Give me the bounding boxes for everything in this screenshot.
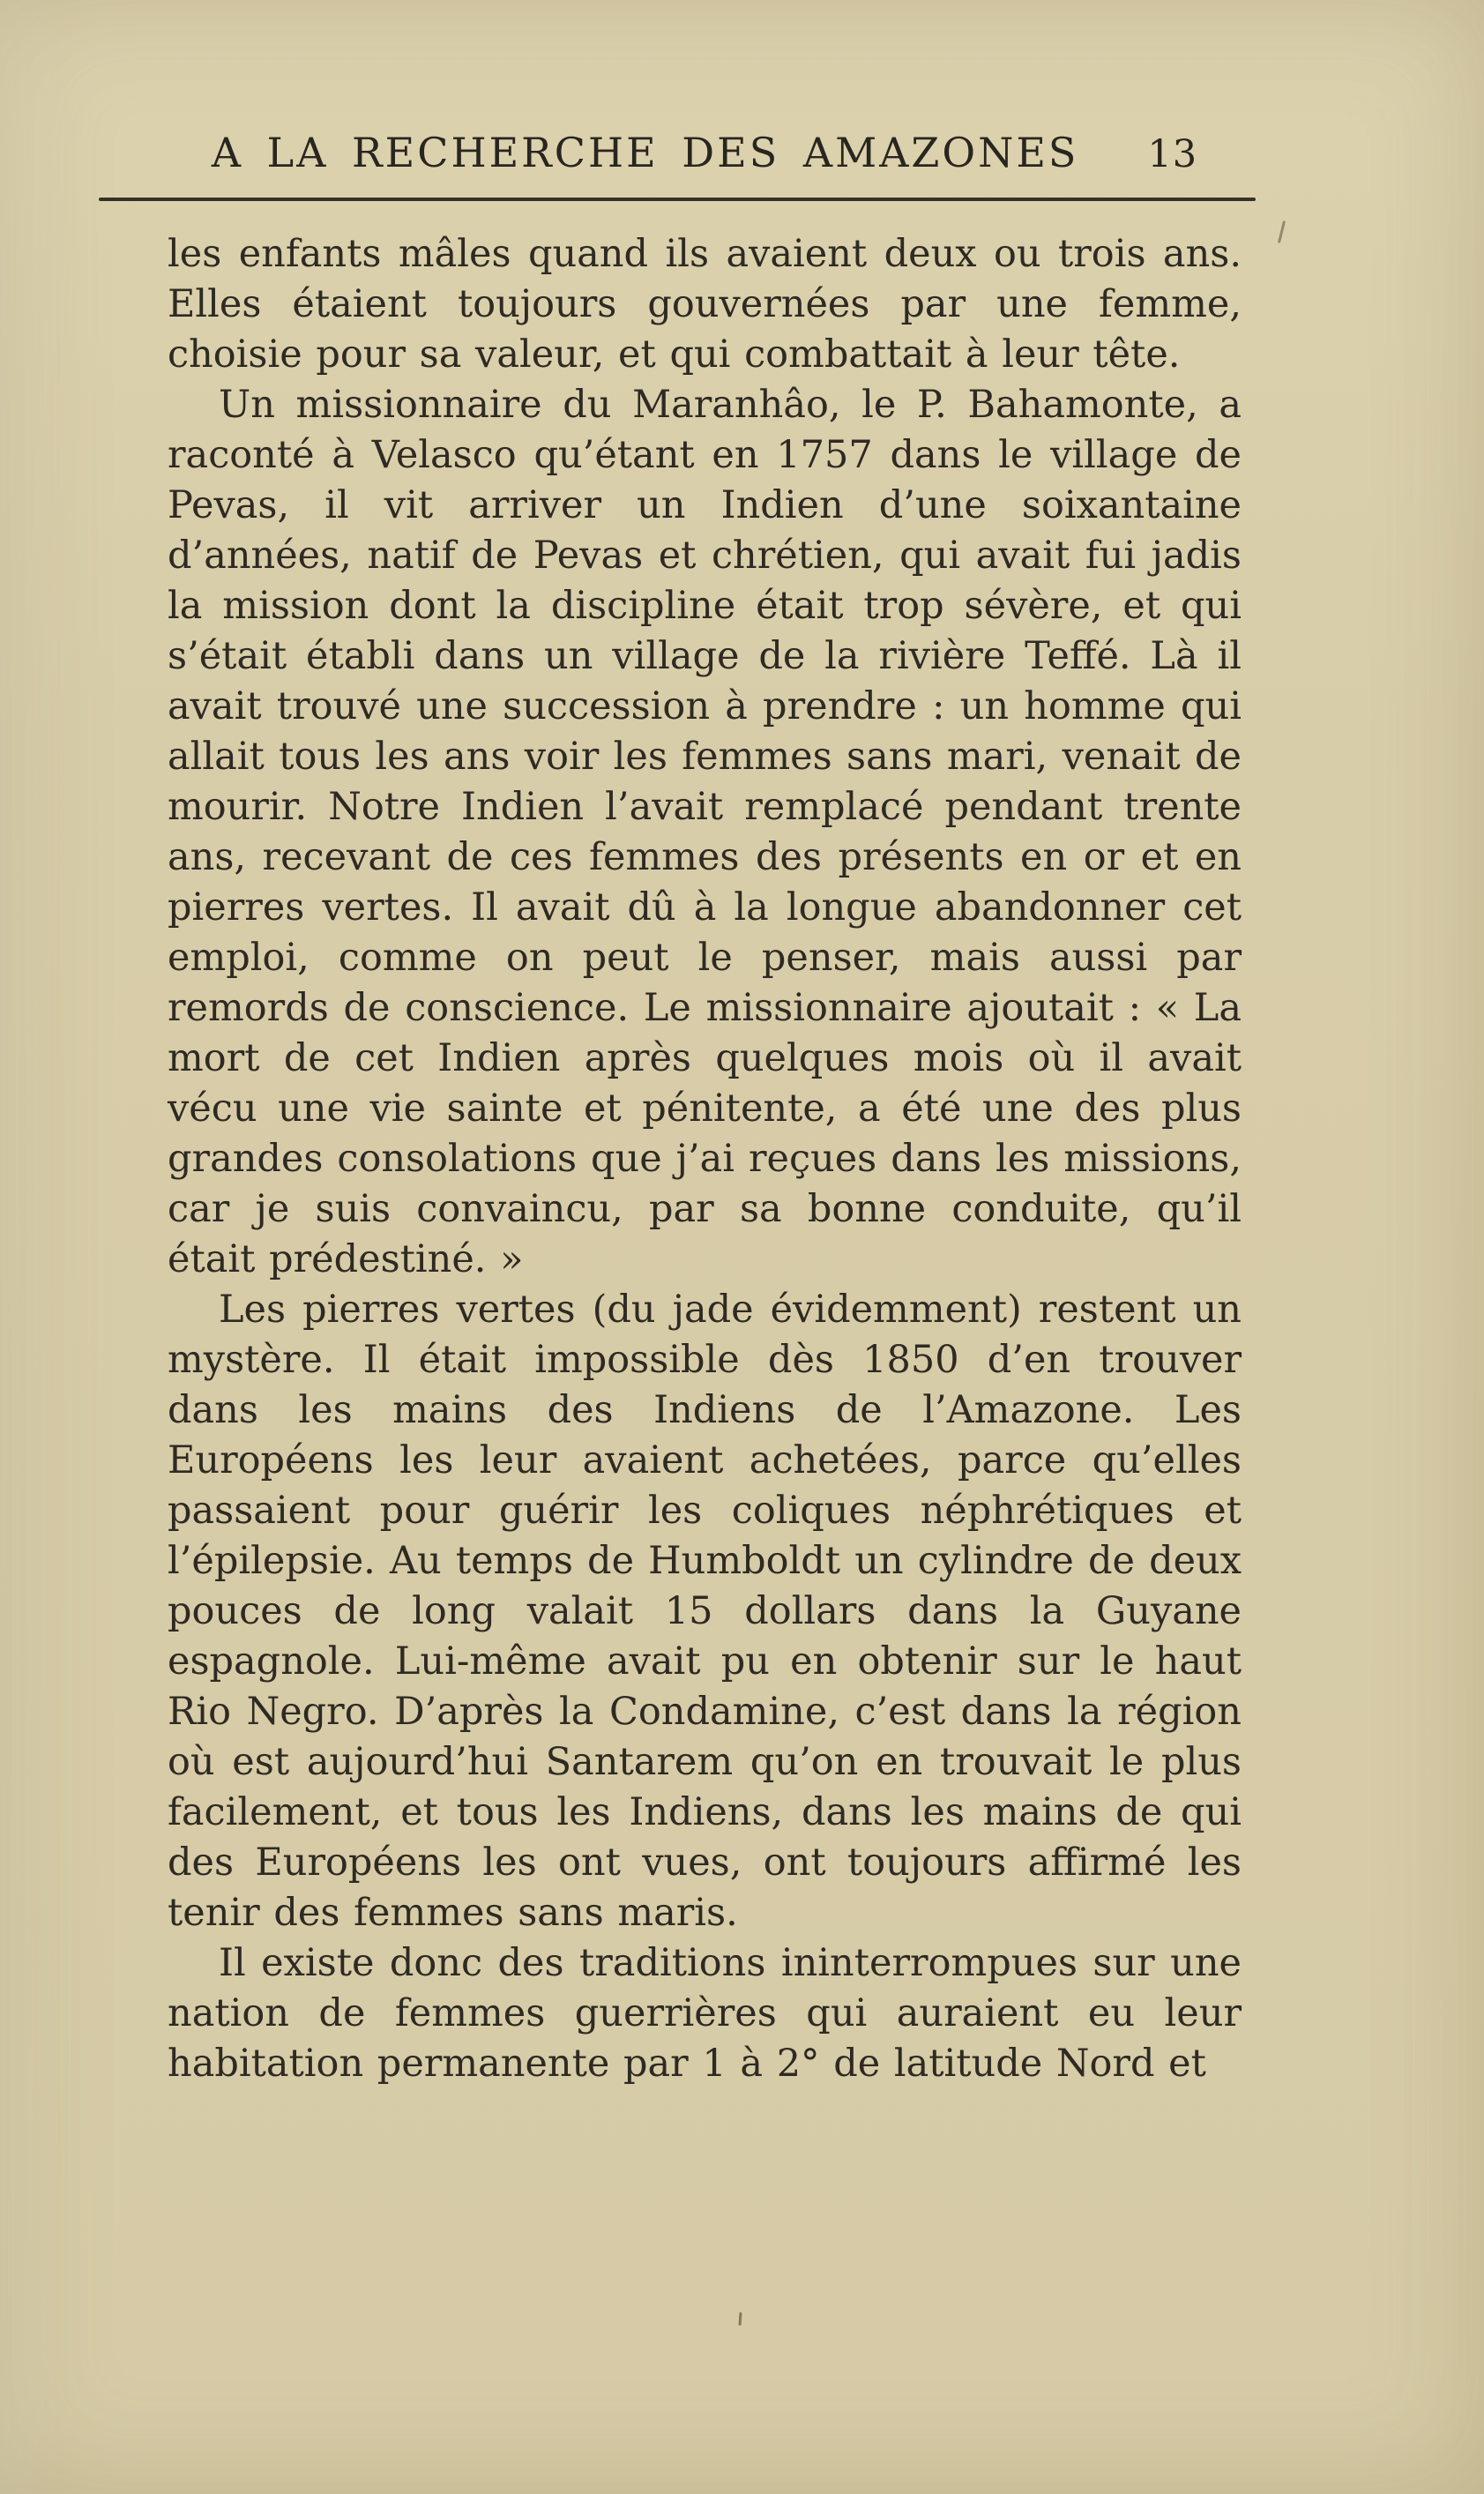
paragraph-4: Il existe donc des traditions ininterrompues sur une nation de femmes guerrières qui auraient eu leur habitation permanente par 1 à 2° de latitude Nord et xyxy=(168,1941,1242,2086)
text-block xyxy=(168,129,1242,2089)
paragraph-1: les enfants mâles quand ils avaient deux ou trois ans. Elles étaient toujours gouvernées par une femme, choisie pour sa valeur, et qui combattait à leur tête. xyxy=(168,232,1242,377)
paragraph-2: Un missionnaire du Maranhâo, le P. Bahamonte, a raconté à Velasco qu’étant en 1757 dans le village de Pevas, il vit arriver un Indien d’une soixantaine d’années, natif de Pevas et chrétien, qui avait fui jadis la mission dont la discipline était trop sévère, et qui s’était établi dans un village de la rivière Teffé. Là il avait trouvé une succession à prendre : un homme qui allait tous les ans voir les femmes sans mari, venait de mourir. Notre Indien l’avait remplacé pendant trente ans, recevant de ces femmes des présents en or et en pierres vertes. Il avait dû à la longue abandonner cet emploi, comme on peut le penser, mais aussi par remords de conscience. Le missionnaire ajoutait : « La mort de cet Indien après quelques mois où il avait vécu une vie sainte et pénitente, a été une des plus grandes consolations que j’ai reçues dans les missions, car je suis convaincu, par sa bonne conduite, qu’il était prédestiné. » xyxy=(168,383,1242,1281)
scan-artifact xyxy=(738,2312,742,2326)
body-text xyxy=(168,229,1242,2089)
page-number: 13 xyxy=(1147,132,1198,176)
paragraph-3: Les pierres vertes (du jade évidemment) restent un mystère. Il était impossible dès 1850 d’en trouver dans les mains des Indiens de l’Amazone. Les Européens les leur avaient achetées, parce qu’elles passaient pour guérir les coliques néphrétiques et l’épilepsie. Au temps de Humboldt un cylindre de deux pouces de long valait 15 dollars dans la Guyane espagnole. Lui-même avait pu en obtenir sur le haut Rio Negro. D’après la Condamine, c’est dans la région où est aujourd’hui Santarem qu’on en trouvait le plus facilement, et tous les Indiens, dans les mains de qui des Européens les ont vues, ont toujours affirmé les tenir des femmes sans maris. xyxy=(168,1288,1242,1935)
page-header xyxy=(168,129,1242,176)
running-title: A LA RECHERCHE DES AMAZONES xyxy=(211,129,1079,176)
header-rule xyxy=(99,198,1256,201)
scan-artifact xyxy=(1278,220,1286,243)
